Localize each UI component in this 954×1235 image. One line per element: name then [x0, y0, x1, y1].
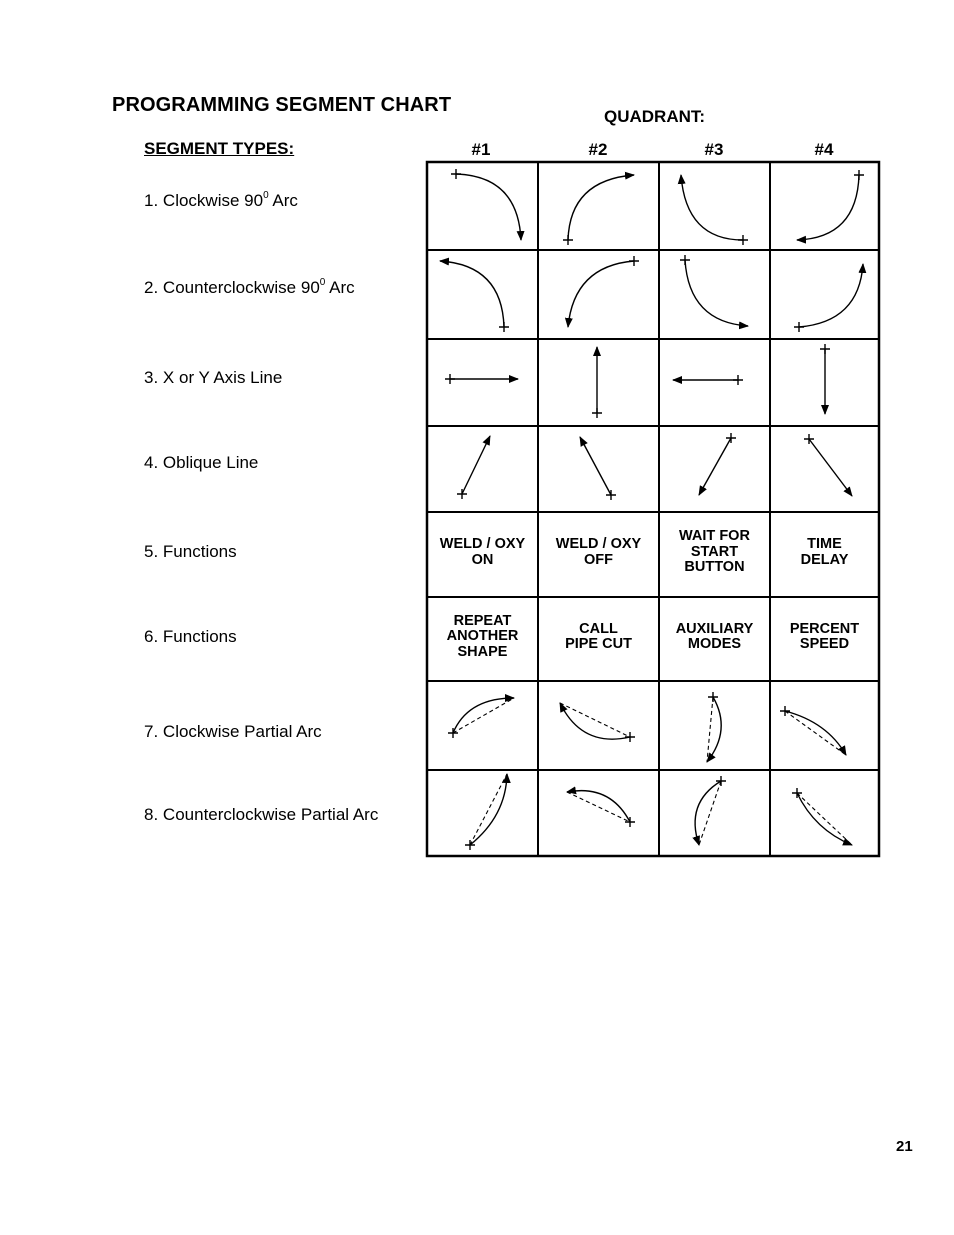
row-label-suffix: Arc [268, 191, 298, 210]
page-title: PROGRAMMING SEGMENT CHART [112, 94, 452, 116]
function-text-line: MODES [687, 636, 742, 652]
cw-partial-arc-q2-icon [560, 703, 635, 742]
left-line-icon [673, 375, 743, 385]
function-cell-r6-q1 [429, 599, 536, 675]
ccw-arc-q4-icon [794, 264, 863, 332]
function-text-line: AUXILIARY [675, 620, 754, 637]
row-label-text: Counterclockwise 90 [162, 278, 320, 297]
function-text-line: ON [471, 551, 494, 568]
degree-superscript: 0 [263, 190, 269, 202]
function-text-line: REPEAT [453, 612, 512, 629]
oblique-down-right-icon [804, 434, 852, 496]
function-cell-r6-q3 [661, 599, 768, 675]
ccw-arc-q1-icon [440, 261, 509, 332]
function-cell-text [801, 537, 849, 568]
down-line-icon [820, 344, 830, 414]
function-cell-text [447, 614, 519, 661]
segment-types-heading: SEGMENT TYPES: [144, 139, 295, 158]
function-text-line: ANOTHER [446, 628, 519, 645]
function-cell-r5-q1 [429, 514, 536, 591]
row-number: 6. [144, 627, 159, 646]
row-number: 3. [144, 368, 159, 387]
function-text-line: SPEED [799, 636, 850, 652]
cw-arc-q1-icon [451, 169, 521, 240]
row-number: 1. [144, 191, 159, 210]
function-cell-text [679, 529, 750, 576]
ccw-partial-arc-q4-icon [792, 788, 852, 845]
function-cell-r5-q2 [540, 514, 657, 591]
function-cell-text [676, 622, 754, 653]
cw-arc-q3-icon [681, 175, 748, 245]
up-line-icon [592, 347, 602, 418]
page-number: 21 [896, 1138, 913, 1155]
row-label-text: Functions [162, 542, 237, 561]
oblique-up-left-icon [580, 437, 616, 500]
function-cell-text [556, 537, 641, 568]
row-number: 8. [144, 805, 159, 824]
ccw-partial-arc-q3-icon [695, 776, 726, 845]
function-text-line: WELD / OXY [555, 536, 642, 552]
row-number: 2. [144, 278, 159, 297]
function-text-line: SHAPE [457, 643, 508, 660]
column-header-3: #3 [704, 140, 724, 159]
function-text-line: WAIT FOR [679, 528, 750, 545]
function-cell-text [440, 537, 525, 568]
row-label-text: X or Y Axis Line [162, 368, 283, 387]
function-cell-r5-q4 [772, 514, 877, 591]
function-cell-r5-q3 [661, 514, 768, 591]
ccw-partial-arc-q1-icon [465, 774, 507, 850]
column-header-1: #1 [471, 140, 491, 159]
oblique-up-right-icon [457, 436, 490, 499]
function-cell-r6-q4 [772, 599, 877, 675]
function-text-line: TIME [807, 536, 842, 552]
row-number: 7. [144, 722, 159, 741]
cw-partial-arc-q1-icon [448, 698, 514, 738]
row-label-text: Clockwise Partial Arc [162, 722, 322, 741]
ccw-arc-q2-icon [568, 256, 639, 327]
row-label-text: Functions [162, 627, 237, 646]
oblique-down-left-icon [699, 433, 736, 495]
ccw-arc-q3-icon [680, 255, 748, 326]
cw-arc-q4-icon [797, 170, 864, 240]
function-text-line: START [690, 543, 739, 560]
function-text-line: BUTTON [684, 559, 745, 576]
function-text-line: DELAY [800, 551, 849, 568]
function-text-line: CALL [579, 620, 618, 637]
right-line-icon [445, 374, 518, 384]
function-cell-r6-q2 [540, 599, 657, 675]
row-label-text: Counterclockwise Partial Arc [162, 805, 379, 824]
cw-partial-arc-q4-icon [780, 706, 846, 755]
quadrant-heading: QUADRANT: [604, 107, 706, 126]
chart-border [427, 162, 879, 856]
ccw-partial-arc-q2-icon [567, 791, 635, 827]
row-number: 4. [144, 453, 159, 472]
function-cell-text [790, 622, 859, 653]
cw-arc-q2-icon [563, 175, 634, 245]
function-text-line: WELD / OXY [439, 536, 526, 552]
row-label-text: Clockwise 90 [162, 191, 264, 210]
row-label-text: Oblique Line [162, 453, 259, 472]
function-text-line: PIPE CUT [565, 636, 632, 652]
row-number: 5. [144, 542, 159, 561]
function-text-line: OFF [584, 551, 613, 568]
row-label-suffix: Arc [325, 278, 355, 297]
function-text-line: PERCENT [789, 620, 860, 637]
degree-superscript: 0 [319, 277, 326, 289]
function-cell-text [565, 622, 632, 653]
cw-partial-arc-q3-icon [707, 692, 721, 762]
column-header-2: #2 [588, 140, 608, 159]
column-header-4: #4 [814, 140, 834, 159]
